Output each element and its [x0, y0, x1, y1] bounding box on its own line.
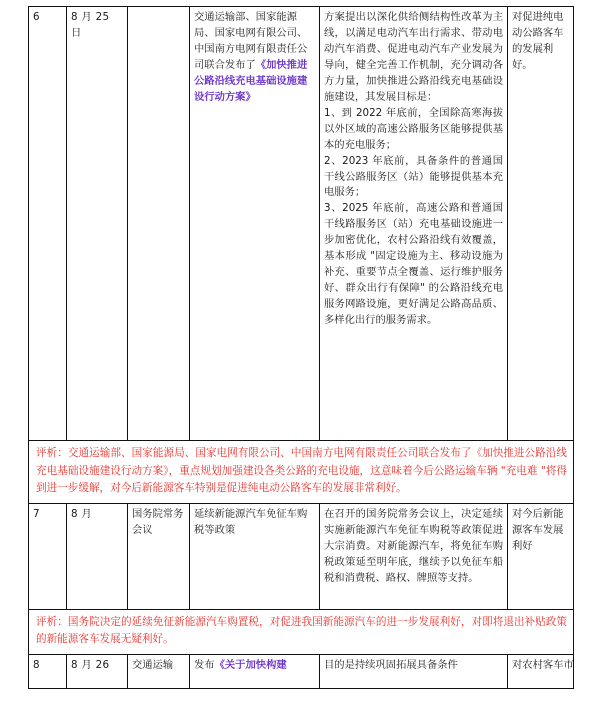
row-title-cell — [190, 7, 320, 441]
row-date-cell: 8 月 25 日 — [67, 7, 128, 441]
row-org-cell — [128, 7, 190, 441]
policy-title-text: 交通运输部、国家能源局、国家电网有限公司、中国南方电网有限责任公司联合发布了 — [194, 11, 308, 71]
table-row — [29, 503, 574, 609]
commentary-cell — [29, 441, 574, 504]
row-date-cell: 8 月 — [67, 503, 128, 609]
policy-document-link[interactable]: 《关于加快构建 — [214, 658, 287, 671]
row-org-cell: 交通运输 — [128, 654, 190, 688]
table-row — [29, 654, 574, 688]
row-date-cell: 8 月 26 — [67, 654, 128, 688]
policy-document-link[interactable]: 《加快推进公路沿线充电基础设施建设行动方案》 — [194, 58, 308, 103]
row-title-cell: 延续新能源汽车免征车购税等政策 — [190, 503, 320, 609]
commentary-row — [29, 441, 574, 504]
row-title-cell — [190, 654, 320, 688]
policy-title-text: 发布 — [194, 658, 215, 671]
row-effect-cell: 对促进纯电动公路客车的发展利好。 — [508, 7, 574, 441]
row-number-cell: 8 — [29, 654, 67, 688]
row-effect-cell: 对今后新能源客车发展利好 — [508, 503, 574, 609]
commentary-row — [29, 609, 574, 654]
row-description-cell: 目的是持续巩固拓展具备条件 — [320, 654, 508, 688]
row-number-cell: 7 — [29, 503, 67, 609]
commentary-label: 评析： — [36, 447, 68, 459]
row-description-cell: 在召开的国务院常务会议上，决定延续实施新能源汽车免征车购税等政策促进大宗消费。对新能源汽车，将免征车购税政策延至明年底，继续予以免征车船税和消费税、路权、牌照等支持。 — [320, 503, 508, 609]
row-description-cell: 方案提出以深化供给侧结构性改革为主线，以满足电动汽车出行需求、带动电动汽车消费、促进电动汽车产业发展为导向，健全完善工作机制，充分调动各方力量，加快推进公路沿线充电基础设施建设，其发展目标是： 1、到 2022 年底前，全国除高寒海拔以外区域的高速公路服务区能够提供基本的充电服务； 2、2023 年底前，具备条件的普通国干线公路服务区（站）能够提供基本充电服务； 3、2025 年底前，高速公路和普通国干线路服务区（站）充电基础设施进一步加密优化，农村公路沿线有效覆盖，基本形成 "固定设施为主、移动设施为补充、重要节点全覆盖、运行维护服务好、群众出行有保障" 的公路沿线充电服务网路设施，更好满足公路高品质、多样化出行的服务需求。 — [320, 7, 508, 441]
row-org-cell: 国务院常务会议 — [128, 503, 190, 609]
commentary-text: 交通运输部、国家能源局、国家电网有限公司、中国南方电网有限责任公司联合发布了《加快推进公路沿线充电基础设施建设行动方案》，重点规划加强建设各类公路的充电设施，这意味着今后公路运输车辆 "充电难 "将得到进一步缓解，对今后新能源客车特别是促进纯电动公路客车的发展非常利好。 — [36, 447, 568, 495]
commentary-text: 国务院决定的延续免征新能源汽车购置税，对促进我国新能源汽车的进一步发展利好，对即将退出补贴政策的新能源客车发展无疑利好。 — [36, 615, 568, 646]
policy-table — [28, 6, 574, 689]
table-row — [29, 7, 574, 441]
commentary-cell — [29, 609, 574, 654]
row-effect-cell: 对农村客车市 — [508, 654, 574, 688]
document-page — [0, 6, 600, 727]
commentary-label: 评析： — [36, 615, 68, 628]
row-number-cell: 6 — [29, 7, 67, 441]
